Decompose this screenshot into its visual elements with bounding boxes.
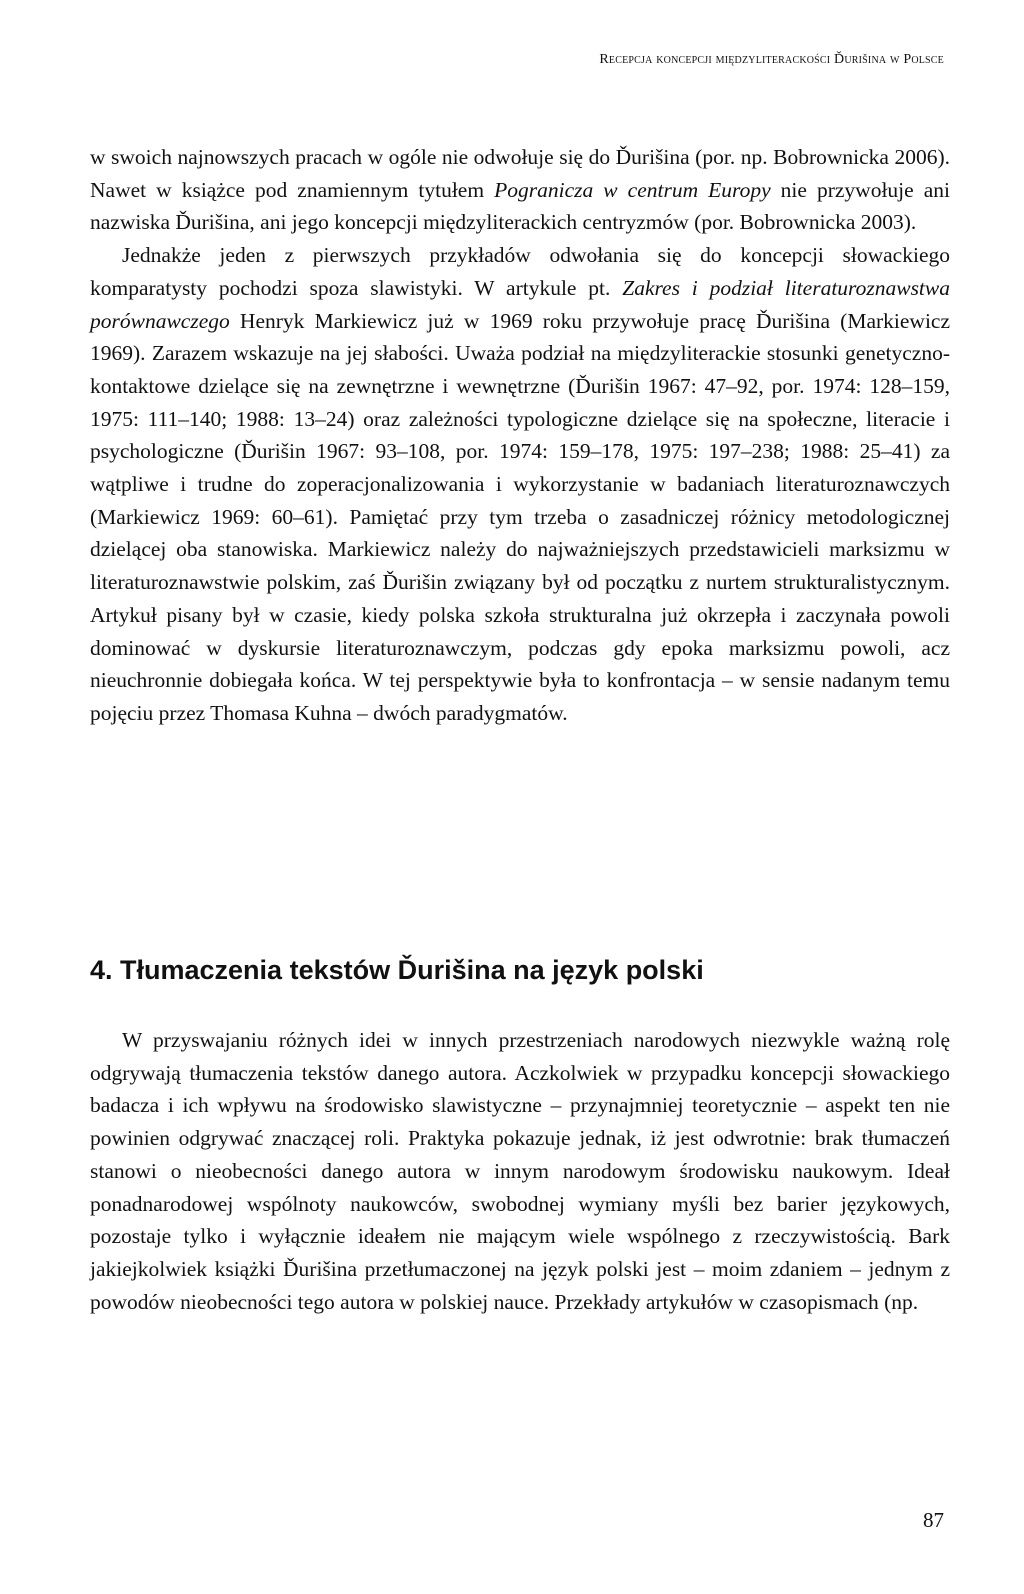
body-text-top — [90, 141, 950, 730]
text-run: w swoich najnowszych pracach w ogóle nie odwołuje się do Ďurišina (por. np. Bobrownicka 2006). Nawet w książce pod znamiennym tytułem — [90, 145, 950, 202]
text-run: Jednakże jeden z pierwszych przykładów odwołania się do koncepcji słowackiego komparatysty pochodzi spoza slawistyki. W artykule pt. — [90, 243, 950, 300]
page-number: 87 — [923, 1508, 944, 1532]
body-text-bottom — [90, 1024, 950, 1318]
italic-title: Zakres i podział literaturoznawstwa porównawczego — [90, 275, 950, 333]
text-run: W przyswajaniu różnych idei w innych przestrzeniach narodowych niezwykle ważną rolę odgrywają tłumaczenia tekstów danego autora. Aczkolwiek w przypadku koncepcji słowackiego badacza i ich wpływu na środowisko slawistyczne – przynajmniej teoretycznie – aspekt ten nie powinien odgrywać znaczącej roli. Praktyka pokazuje jednak, iż jest odwrotnie: brak tłumaczeń stanowi o nieobecności danego autora w innym narodowym środowisku naukowym. Ideał ponadnarodowej wspólnoty naukowców, swobodnej wymiany myśli bez barier językowych, pozostaje tylko i wyłącznie ideałem nie mającym wiele wspólnego z rzeczywistością. Bark jakiejkolwiek książki Ďurišina przetłumaczonej na język polski jest – moim zdaniem – jednym z powodów nieobecności tego autora w polskiej nauce. Przekłady artykułów w czasopismach (np. — [90, 1028, 950, 1314]
paragraph-markiewicz — [90, 239, 950, 730]
section-heading: 4. Tłumaczenia tekstów Ďurišina na język polski — [90, 955, 704, 985]
paragraph-translations — [90, 1024, 950, 1318]
italic-title: Pogranicza w centrum Europy — [494, 177, 771, 202]
running-head: Recepcja koncepcji międzyliterackości Ďurišina w Polsce — [599, 52, 944, 67]
text-run: Henryk Markiewicz już w 1969 roku przywołuje pracę Ďurišina (Markiewicz 1969). Zarazem wskazuje na jej słabości. Uważa podział na międzyliterackie stosunki genetyczno-kontaktowe dzielące się na zewnętrzne i wewnętrzne (Ďurišin 1967: 47–92, por. 1974: 128–159, 1975: 111–140; 1988: 13–24) oraz zależności typologiczne dzielące się na społeczne, literacie i psychologiczne (Ďurišin 1967: 93–108, por. 1974: 159–178, 1975: 197–238; 1988: 25–41) za wątpliwe i trudne do zoperacjonalizowania i wykorzystanie w badaniach literaturoznawczych (Markiewicz 1969: 60–61). Pamiętać przy tym trzeba o zasadniczej różnicy metodologicznej dzielącej oba stanowiska. Markiewicz należy do najważniejszych przedstawicieli marksizmu w literaturoznawstwie polskim, zaś Ďurišin związany był od początku z nurtem strukturalistycznym. Artykuł pisany był w czasie, kiedy polska szkoła strukturalna już okrzepła i zaczynała powoli dominować w dyskursie literaturoznawczym, podczas gdy epoka marksizmu powoli, acz nieuchronnie dobiegała końca. W tej perspektywie była to konfrontacja – w sensie nadanym temu pojęciu przez Thomasa Kuhna – dwóch paradygmatów. — [90, 308, 950, 725]
paragraph-continuation — [90, 141, 950, 239]
text-run: nie przywołuje ani nazwiska Ďurišina, ani jego koncepcji międzyliterackich centryzmów (por. Bobrownicka 2003). — [90, 177, 950, 235]
